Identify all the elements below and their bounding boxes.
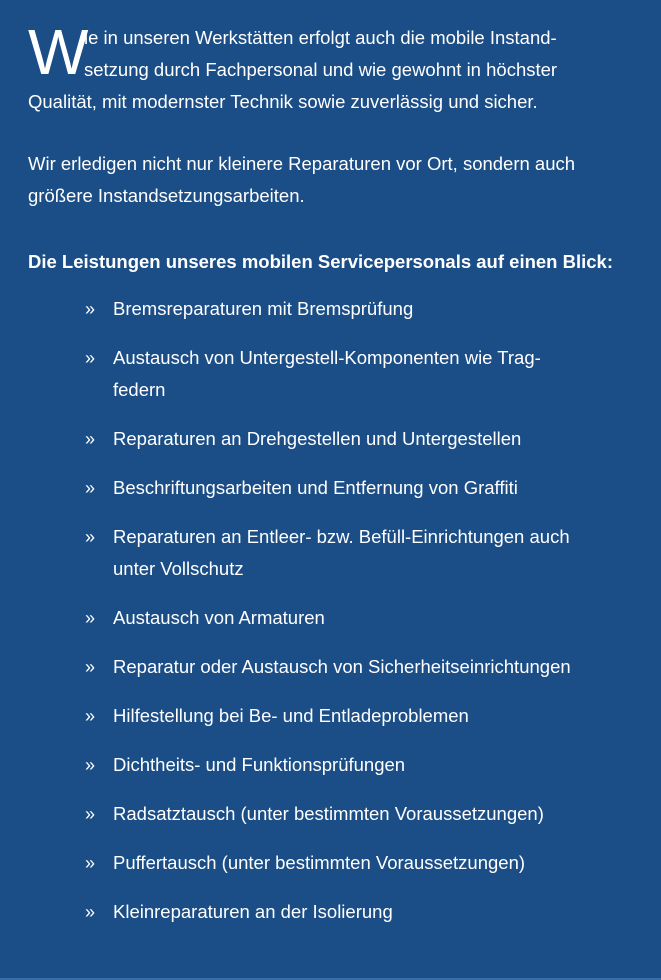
service-item — [28, 896, 638, 928]
double-chevron-icon: » — [85, 608, 96, 628]
service-item — [28, 472, 638, 504]
service-item — [28, 423, 638, 455]
drop-cap: W — [28, 16, 89, 88]
service-text: unter Vollschutz — [113, 558, 244, 579]
service-item — [28, 293, 638, 325]
double-chevron-icon: » — [85, 348, 96, 368]
paragraph-line: Wir erledigen nicht nur kleinere Reparaturen vor Ort, sondern auch — [28, 153, 576, 174]
service-item — [28, 798, 638, 830]
service-item — [28, 342, 638, 406]
service-text: Puffertausch (unter bestimmten Voraussetzungen) — [113, 852, 526, 873]
service-item — [28, 651, 638, 683]
service-text: Austausch von Untergestell-Komponenten wie Trag- — [113, 347, 541, 368]
service-text: Kleinreparaturen an der Isolierung — [113, 901, 393, 922]
intro-line: ie in unseren Werkstätten erfolgt auch die mobile Instand- — [84, 27, 557, 48]
double-chevron-icon: » — [85, 902, 96, 922]
services-list — [28, 293, 638, 928]
services-heading: Die Leistungen unseres mobilen Servicepersonals auf einen Blick: — [28, 251, 613, 272]
service-text: Bremsreparaturen mit Bremsprüfung — [113, 298, 414, 319]
service-text: Reparatur oder Austausch von Sicherheitseinrichtungen — [113, 656, 571, 677]
double-chevron-icon: » — [85, 299, 96, 319]
double-chevron-icon: » — [85, 527, 96, 547]
service-text: Reparaturen an Entleer- bzw. Befüll-Einrichtungen auch — [113, 526, 570, 547]
double-chevron-icon: » — [85, 853, 96, 873]
service-text: Dichtheits- und Funktionsprüfungen — [113, 754, 406, 775]
service-item — [28, 521, 638, 585]
intro-line: setzung durch Fachpersonal und wie gewohnt in höchster — [84, 59, 558, 80]
service-text: Hilfestellung bei Be- und Entladeproblemen — [113, 705, 469, 726]
service-item — [28, 700, 638, 732]
service-item — [28, 602, 638, 634]
second-paragraph — [28, 148, 638, 212]
service-item — [28, 749, 638, 781]
paragraph-line: größere Instandsetzungsarbeiten. — [28, 185, 305, 206]
content — [28, 16, 638, 945]
double-chevron-icon: » — [85, 706, 96, 726]
service-text: Radsatztausch (unter bestimmten Voraussetzungen) — [113, 803, 544, 824]
double-chevron-icon: » — [85, 657, 96, 677]
double-chevron-icon: » — [85, 755, 96, 775]
double-chevron-icon: » — [85, 429, 96, 449]
service-text: federn — [113, 379, 166, 400]
service-text: Beschriftungsarbeiten und Entfernung von Graffiti — [113, 477, 518, 498]
double-chevron-icon: » — [85, 804, 96, 824]
service-item — [28, 847, 638, 879]
intro-line: Qualität, mit modernster Technik sowie zuverlässig und sicher. — [28, 91, 538, 112]
double-chevron-icon: » — [85, 478, 96, 498]
service-text: Austausch von Armaturen — [113, 607, 325, 628]
service-text: Reparaturen an Drehgestellen und Untergestellen — [113, 428, 522, 449]
intro-paragraph — [28, 16, 638, 118]
